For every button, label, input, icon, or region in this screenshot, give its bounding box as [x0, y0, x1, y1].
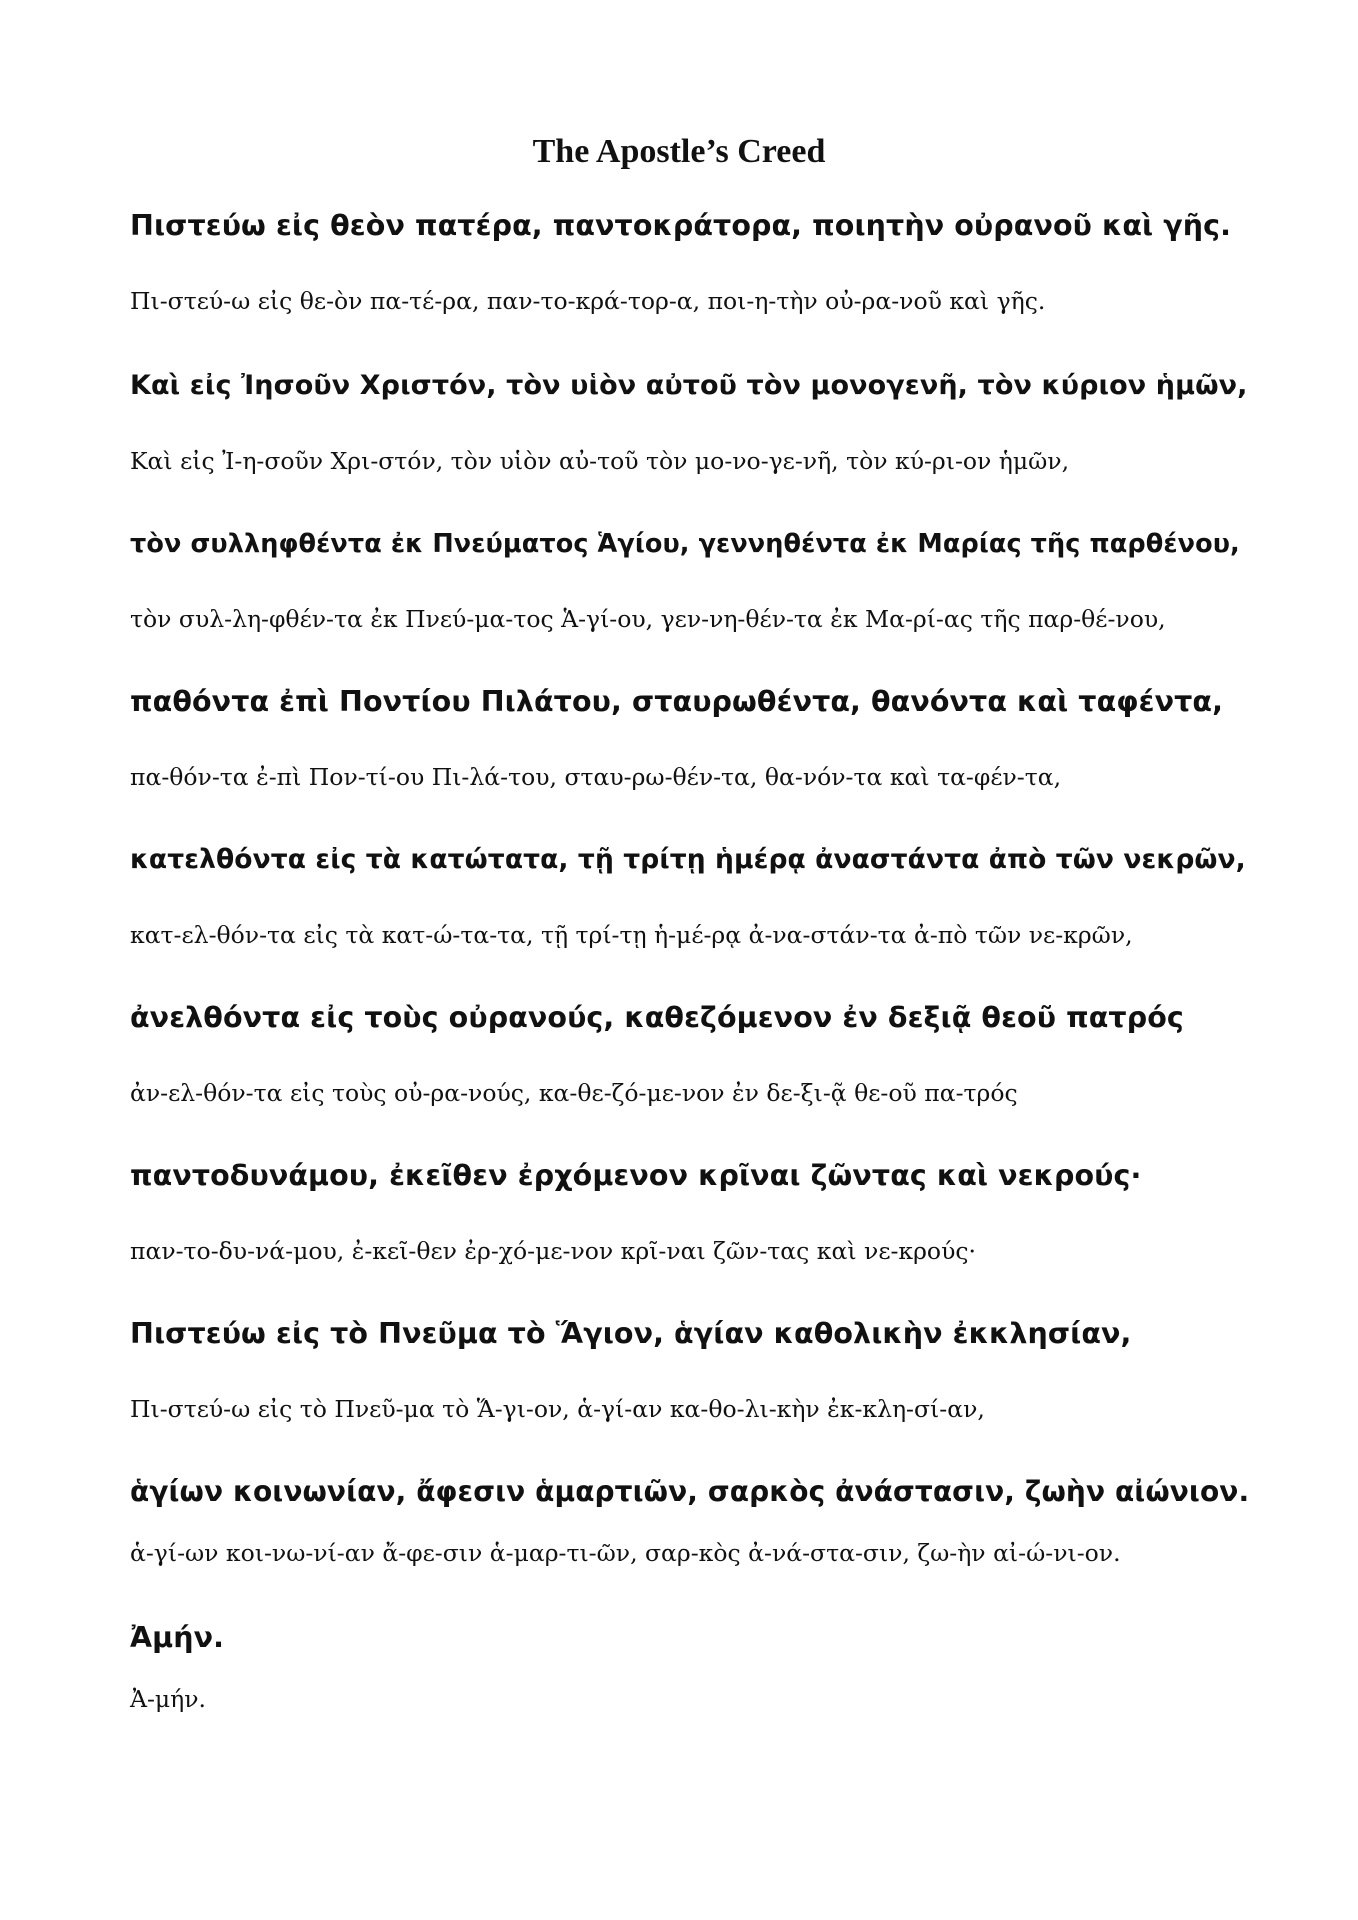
syllable-line: πα-θόν-τα ἐ-πὶ Πον-τί-ου Πι-λά-του, σταυ-ρω-θέν-τα, θα-νόν-τα καὶ τα-φέν-τα, — [130, 763, 1062, 791]
greek-line: Πιστεύω εἰς θεὸν πατέρα, παντοκράτορα, ποιητὴν οὐρανοῦ καὶ γῆς. — [130, 209, 1232, 242]
syllable-line: Καὶ εἰς Ἰ-η-σοῦν Χρι-στόν, τὸν υἱὸν αὐ-τοῦ τὸν μο-νο-γε-νῆ, τὸν κύ-ρι-ον ἡμῶν, — [130, 447, 1070, 475]
greek-line: τὸν συλληφθέντα ἐκ Πνεύματος Ἁγίου, γεννηθέντα ἐκ Μαρίας τῆς παρθένου, — [130, 529, 1240, 559]
document-title: The Apostle’s Creed — [532, 133, 826, 170]
greek-line: ἀνελθόντα εἰς τοὺς οὐρανούς, καθεζόμενον ἐν δεξιᾷ θεοῦ πατρός — [130, 1001, 1184, 1034]
syllable-line: ἁ-γί-ων κοι-νω-νί-αν ἄ-φε-σιν ἁ-μαρ-τι-ῶν, σαρ-κὸς ἀ-νά-στα-σιν, ζω-ὴν αἰ-ώ-νι-ον. — [130, 1539, 1121, 1567]
syllable-line: ἀν-ελ-θόν-τα εἰς τοὺς οὐ-ρα-νούς, κα-θε-ζό-με-νον ἐν δε-ξι-ᾷ θε-οῦ πα-τρός — [130, 1079, 1018, 1107]
syllable-line: Πι-στεύ-ω εἰς θε-ὸν πα-τέ-ρα, παν-το-κρά-τορ-α, ποι-η-τὴν οὐ-ρα-νοῦ καὶ γῆς. — [130, 287, 1046, 315]
greek-line: Καὶ εἰς Ἰησοῦν Χριστόν, τὸν υἱὸν αὐτοῦ τὸν μονογενῆ, τὸν κύριον ἡμῶν, — [130, 370, 1248, 401]
verse-6 — [130, 998, 1250, 1110]
greek-line: παντοδυνάμου, ἐκεῖθεν ἐρχόμενον κρῖναι ζῶντας καὶ νεκρούς· — [130, 1159, 1142, 1192]
verse-4 — [130, 682, 1250, 794]
syllable-line: Ἀ-μήν. — [130, 1685, 207, 1713]
verse-7 — [130, 1156, 1250, 1268]
verse-3 — [130, 524, 1250, 636]
greek-line: κατελθόντα εἰς τὰ κατώτατα, τῇ τρίτῃ ἡμέρᾳ ἀναστάντα ἀπὸ τῶν νεκρῶν, — [130, 844, 1246, 875]
syllable-line: κατ-ελ-θόν-τα εἰς τὰ κατ-ώ-τα-τα, τῇ τρί-τῃ ἡ-μέ-ρᾳ ἀ-να-στάν-τα ἀ-πὸ τῶν νε-κρῶν, — [130, 921, 1133, 949]
greek-line: ἁγίων κοινωνίαν, ἄφεσιν ἁμαρτιῶν, σαρκὸς ἀνάστασιν, ζωὴν αἰώνιον. — [130, 1475, 1250, 1508]
syllable-line: Πι-στεύ-ω εἰς τὸ Πνεῦ-μα τὸ Ἅ-γι-ον, ἁ-γί-αν κα-θο-λι-κὴν ἐκ-κλη-σί-αν, — [130, 1395, 985, 1423]
verse-10 — [130, 1618, 1250, 1716]
greek-line: Ἀμήν. — [130, 1621, 225, 1654]
greek-line: παθόντα ἐπὶ Ποντίου Πιλάτου, σταυρωθέντα, θανόντα καὶ ταφέντα, — [130, 685, 1224, 718]
verse-9 — [130, 1472, 1250, 1570]
syllable-line: τὸν συλ-λη-φθέν-τα ἐκ Πνεύ-μα-τος Ἁ-γί-ου, γεν-νη-θέν-τα ἐκ Μα-ρί-ας τῆς παρ-θέ-νου, — [130, 605, 1166, 633]
greek-line: Πιστεύω εἰς τὸ Πνεῦμα τὸ Ἅγιον, ἁγίαν καθολικὴν ἐκκλησίαν, — [130, 1317, 1132, 1350]
verse-2 — [130, 366, 1250, 478]
verse-1 — [130, 206, 1250, 318]
verse-8 — [130, 1314, 1250, 1426]
syllable-line: παν-το-δυ-νά-μου, ἐ-κεῖ-θεν ἐρ-χό-με-νον κρῖ-ναι ζῶν-τας καὶ νε-κρούς· — [130, 1237, 976, 1265]
verse-5 — [130, 840, 1250, 952]
